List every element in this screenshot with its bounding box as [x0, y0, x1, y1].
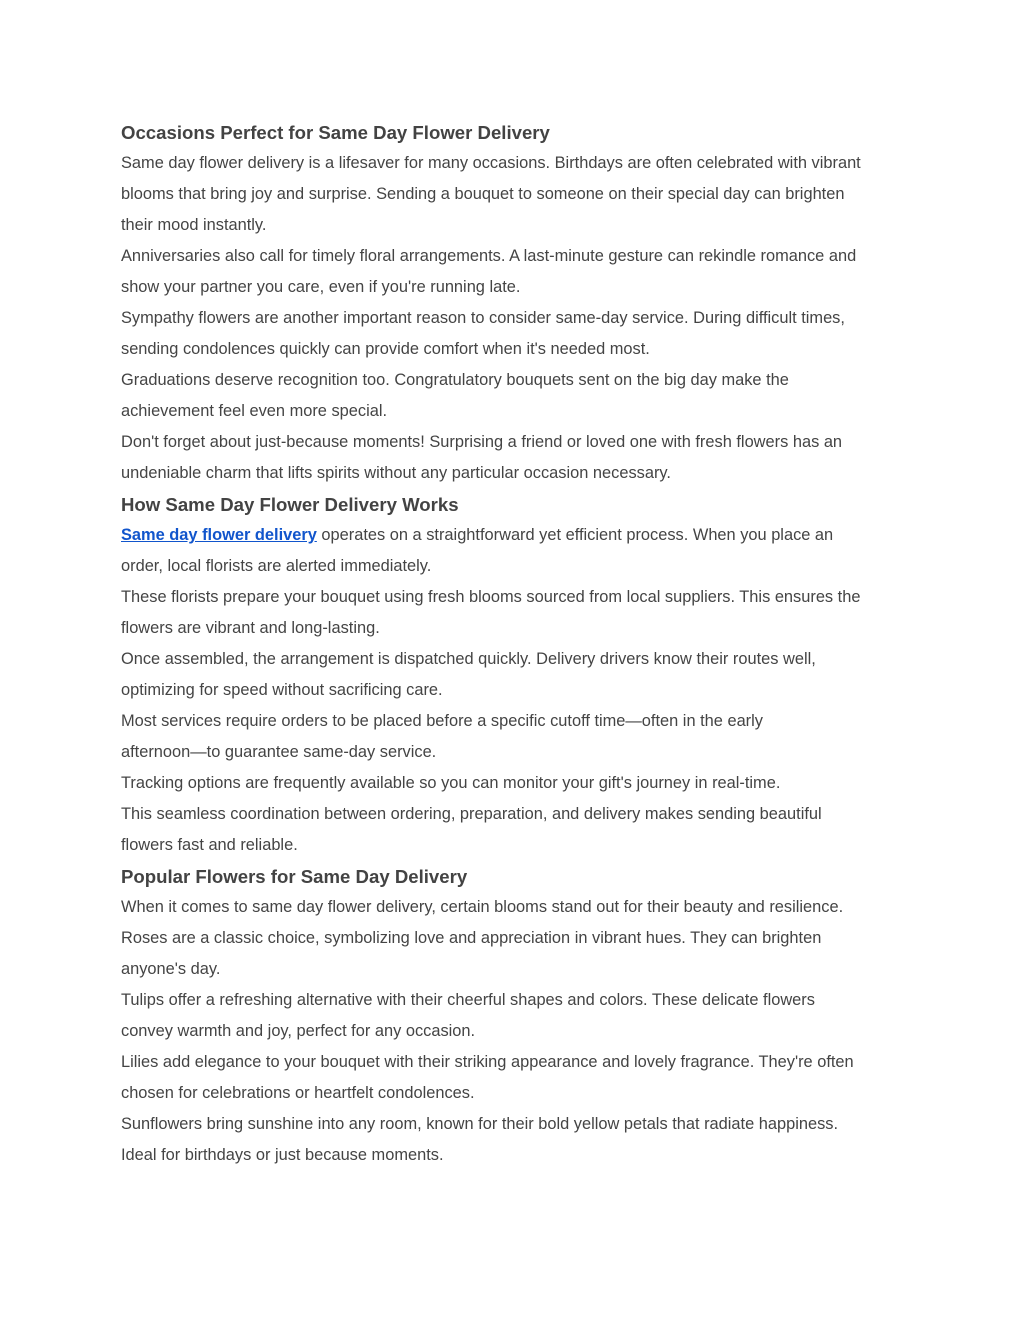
paragraph-line: order, local florists are alerted immediately. — [121, 557, 432, 575]
paragraph-line: This seamless coordination between ordering, preparation, and delivery makes sending beautiful — [121, 805, 822, 823]
section-heading: Popular Flowers for Same Day Delivery — [121, 866, 468, 887]
paragraph-line: blooms that bring joy and surprise. Sending a bouquet to someone on their special day can brighten — [121, 185, 845, 203]
paragraph-line: Anniversaries also call for timely floral arrangements. A last-minute gesture can rekindle romance and — [121, 247, 857, 265]
paragraph-line: Ideal for birthdays or just because moments. — [121, 1146, 444, 1164]
paragraph-line: Once assembled, the arrangement is dispatched quickly. Delivery drivers know their routes well, — [121, 650, 816, 668]
paragraph-line: anyone's day. — [121, 960, 221, 978]
paragraph-line: sending condolences quickly can provide comfort when it's needed most. — [121, 340, 650, 358]
paragraph-line: Sunflowers bring sunshine into any room, known for their bold yellow petals that radiate happiness. — [121, 1115, 839, 1133]
paragraph-line: Tulips offer a refreshing alternative with their cheerful shapes and colors. These delicate flowers — [121, 991, 815, 1009]
paragraph-line: Don't forget about just-because moments! Surprising a friend or loved one with fresh flowers has an — [121, 433, 843, 451]
line-text: operates on a straightforward yet efficient process. When you place an — [316, 526, 834, 544]
paragraph-line: Sympathy flowers are another important reason to consider same-day service. During difficult times, — [121, 309, 845, 327]
section-heading: Occasions Perfect for Same Day Flower Delivery — [121, 122, 550, 143]
paragraph-line: Most services require orders to be placed before a specific cutoff time—often in the early — [121, 712, 763, 730]
paragraph-line: These florists prepare your bouquet using fresh blooms sourced from local suppliers. This ensures the — [121, 588, 861, 606]
paragraph-line: Graduations deserve recognition too. Congratulatory bouquets sent on the big day make the — [121, 371, 789, 389]
paragraph-line: achievement feel even more special. — [121, 402, 388, 420]
paragraph-line: When it comes to same day flower delivery, certain blooms stand out for their beauty and resilience. — [121, 898, 844, 916]
section-occasions — [121, 148, 921, 489]
paragraph-line: afternoon—to guarantee same-day service. — [121, 743, 437, 761]
paragraph-line: flowers are vibrant and long-lasting. — [121, 619, 380, 637]
paragraph-line: undeniable charm that lifts spirits without any particular occasion necessary. — [121, 464, 671, 482]
paragraph-line: Roses are a classic choice, symbolizing love and appreciation in vibrant hues. They can brighten — [121, 929, 822, 947]
paragraph-line — [121, 520, 921, 551]
paragraph-line: Same day flower delivery is a lifesaver for many occasions. Birthdays are often celebrated with vibrant — [121, 154, 861, 172]
same-day-delivery-link[interactable]: Same day flower delivery — [121, 526, 317, 544]
paragraph-line: chosen for celebrations or heartfelt condolences. — [121, 1084, 475, 1102]
section-how-it-works — [121, 551, 921, 861]
section-heading: How Same Day Flower Delivery Works — [121, 494, 459, 515]
paragraph-line: optimizing for speed without sacrificing care. — [121, 681, 443, 699]
paragraph-line: flowers fast and reliable. — [121, 836, 298, 854]
paragraph-line: Lilies add elegance to your bouquet with their striking appearance and lovely fragrance. They're often — [121, 1053, 854, 1071]
paragraph-line: Tracking options are frequently available so you can monitor your gift's journey in real-time. — [121, 774, 781, 792]
section-popular-flowers — [121, 892, 921, 1171]
paragraph-line: convey warmth and joy, perfect for any occasion. — [121, 1022, 476, 1040]
paragraph-line: their mood instantly. — [121, 216, 267, 234]
paragraph-line: show your partner you care, even if you're running late. — [121, 278, 521, 296]
document-body — [121, 117, 921, 1171]
